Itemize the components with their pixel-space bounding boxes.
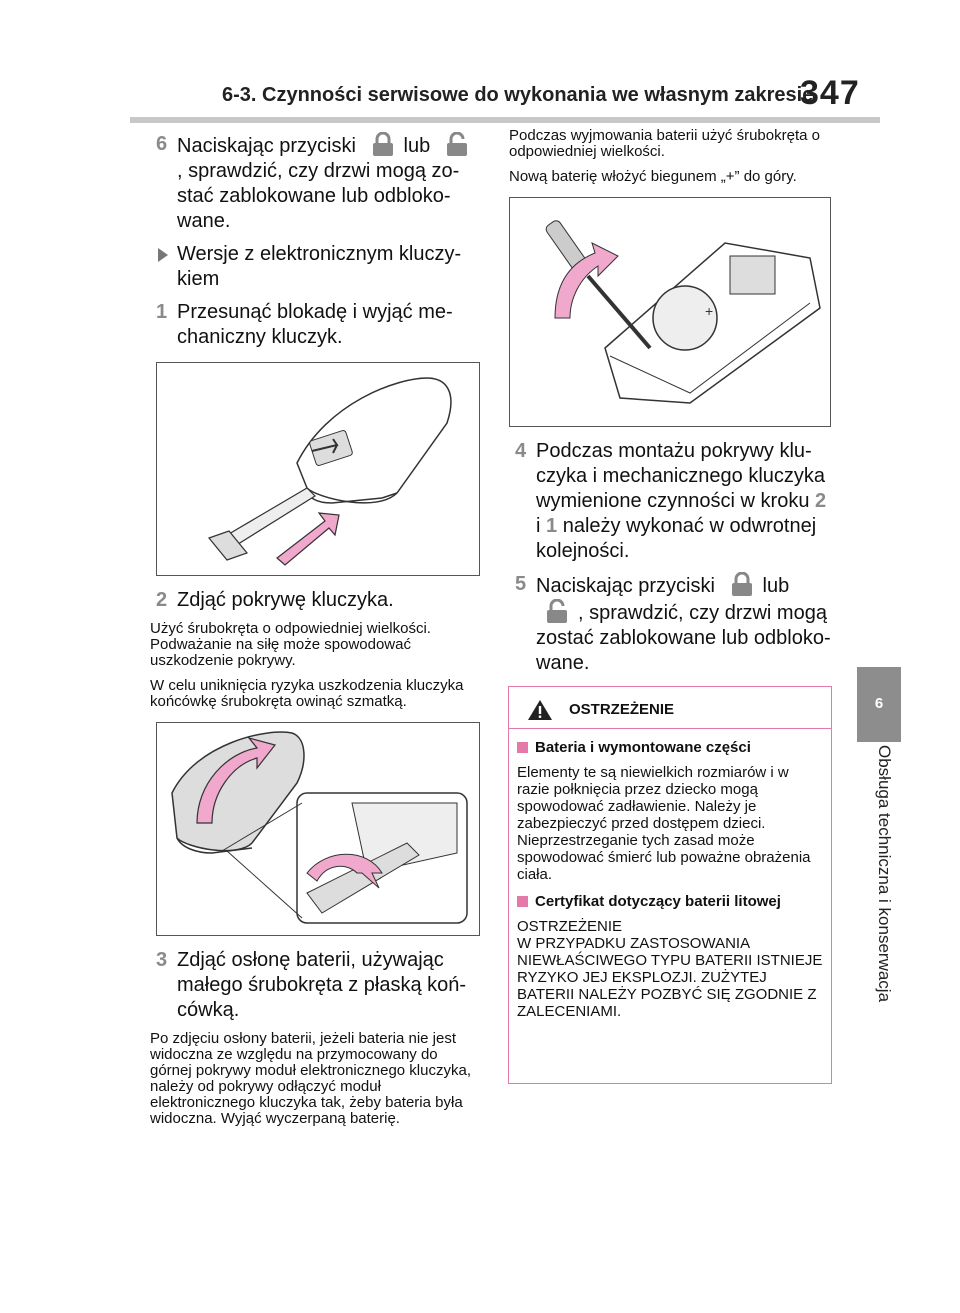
bullet-square-icon <box>517 742 528 753</box>
note: Po zdjęciu osłony baterii, jeżeli bateria nie jest widoczna ze względu na przymocowany do górnej pokrywy moduł elektronicznego kluczyka, należy od pokrywy odłączyć moduł elektronicznego kluczyka tak, żeby bateria była widoczna. Wyjąć wyczerpaną baterię. <box>150 1030 471 1127</box>
step-3 <box>150 948 482 1023</box>
step-text-or: lub <box>403 135 431 157</box>
header-divider <box>130 117 880 123</box>
figure-remove-cover <box>156 722 480 936</box>
warning-title: OSTRZEŻENIE <box>569 701 675 718</box>
warning-subheading-text: Bateria i wymontowane części <box>535 739 751 756</box>
step-number: 3 <box>156 949 168 971</box>
variant-heading <box>150 242 482 292</box>
step-number: 5 <box>515 573 527 595</box>
note: Nową baterię włożyć biegunem „+” do góry. <box>509 168 797 185</box>
step-1 <box>150 300 482 350</box>
warning-body <box>509 729 831 1020</box>
unlock-icon <box>546 599 568 624</box>
note: Podczas wyjmowania baterii użyć śrubokręta o odpowiedniej wielkości. <box>509 127 820 160</box>
warning-text: Elementy te są niewielkich rozmiarów i w razie połknięcia przez dziecko mogą spowodować zadławienie. Należy je zabezpieczyć przed dostępem dzieci. Nieprzestrzeganie tych zasad może spowodować śmierć lub poważne obrażenia ciała. <box>517 764 811 883</box>
battery-removal-illustration <box>510 198 830 426</box>
lock-icon <box>372 132 394 157</box>
step-text: i <box>536 515 541 537</box>
page-number: 347 <box>800 74 860 112</box>
figure-remove-battery <box>509 197 831 427</box>
step-text: Naciskając przyciski <box>536 575 715 597</box>
bullet-square-icon <box>517 896 528 907</box>
cover-removal-illustration <box>157 723 479 935</box>
unlock-icon <box>446 132 468 157</box>
step-text: Zdjąć pokrywę kluczyka. <box>177 589 394 611</box>
warning-box <box>508 686 832 1084</box>
chapter-label: Obsługa techniczna i konserwacja <box>875 745 894 1003</box>
step-text: , sprawdzić, czy drzwi mogą zostać zablokowane lub odblokowane. <box>536 602 831 674</box>
chevron-right-icon <box>158 248 168 262</box>
left-column <box>150 132 482 1136</box>
warning-triangle-icon <box>527 699 553 721</box>
step-4 <box>509 439 834 564</box>
step-text-or: lub <box>762 575 790 597</box>
figure-remove-mechanical-key <box>156 362 480 576</box>
step-number: 4 <box>515 440 527 462</box>
step-2 <box>150 588 482 613</box>
right-column <box>509 128 834 684</box>
note: W celu uniknięcia ryzyka uszkodzenia kluczyka końcówkę śrubokręta owinąć szmatką. <box>150 677 464 710</box>
step-number: 1 <box>156 301 168 323</box>
step-text: Naciskając przyciski <box>177 135 356 157</box>
step-5 <box>509 572 834 676</box>
step-ref: 2 <box>815 490 827 512</box>
svg-text:+: + <box>705 303 714 319</box>
section-title: 6-3. Czynności serwisowe do wykonania we własnym zakresie <box>222 84 814 106</box>
chapter-tab: 6 <box>857 667 901 742</box>
warning-text: OSTRZEŻENIE W PRZYPADKU ZASTOSOWANIA NIEWŁAŚCIWEGO TYPU BATERII ISTNIEJE RYZYKO JEJ EKSPLOZJI. ZUŻYTEJ BATERII NALEŻY POZBYĆ SIĘ ZGODNIE Z ZALECENIAMI. <box>517 918 823 1020</box>
key-removal-illustration <box>157 363 479 575</box>
step-text: , sprawdzić, czy drzwi mogą zostać zablokowane lub odblokowane. <box>177 160 460 232</box>
step-ref: 1 <box>546 515 558 537</box>
warning-subheading <box>517 739 823 756</box>
warning-subheading <box>517 893 823 910</box>
step-text: Podczas montażu pokrywy kluczyka i mechanicznego kluczyka wymienione czynności w kroku <box>536 440 826 512</box>
lock-icon <box>731 572 753 597</box>
warning-header <box>509 687 831 729</box>
step-6 <box>150 132 482 234</box>
step-text: Zdjąć osłonę baterii, używając małego śrubokręta z płaską końcówką. <box>177 949 467 1021</box>
step-text: Przesunąć blokadę i wyjąć mechaniczny kluczyk. <box>177 301 453 348</box>
step-text: należy wykonać w odwrotnej kolejności. <box>536 515 817 562</box>
step-number: 2 <box>156 589 168 611</box>
note: Użyć śrubokręta o odpowiedniej wielkości. Podważanie na siłę może spowodować uszkodzenie pokrywy. <box>150 620 431 669</box>
step-number: 6 <box>156 133 168 155</box>
warning-subheading-text: Certyfikat dotyczący baterii litowej <box>535 893 781 910</box>
variant-text: Wersje z elektronicznym kluczykiem <box>177 243 462 290</box>
